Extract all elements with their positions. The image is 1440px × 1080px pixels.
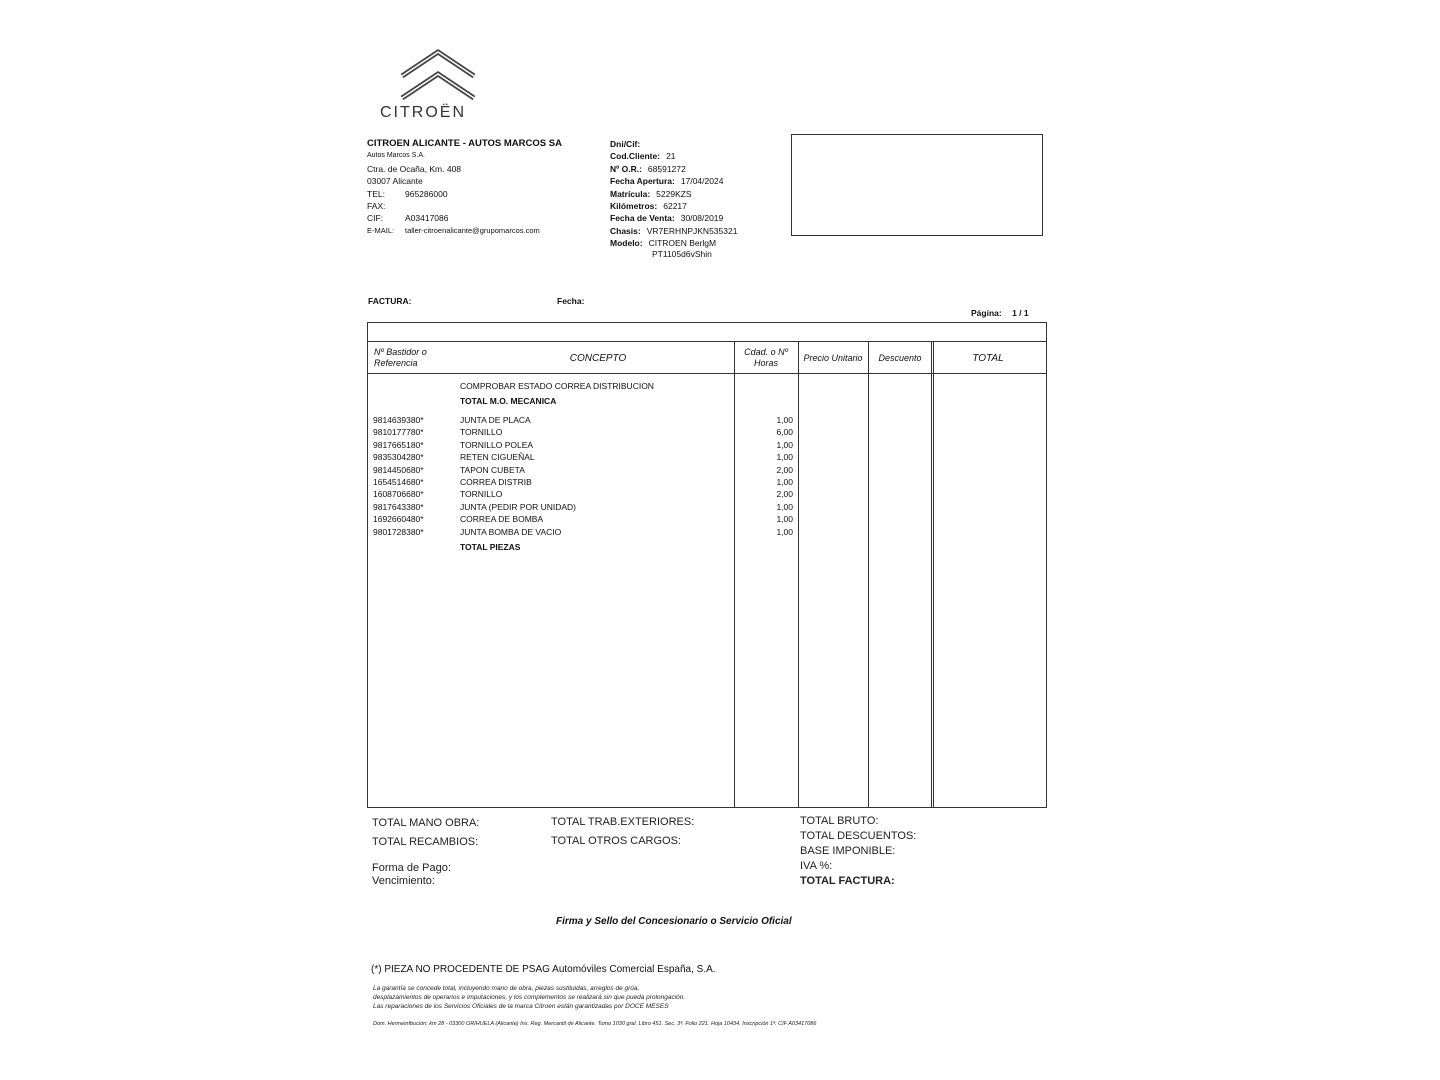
table-row-qty: 1,00 <box>776 514 793 525</box>
table-row-concepto: CORREA DE BOMBA <box>460 514 544 525</box>
email-label: E-MAIL: <box>367 225 395 235</box>
table-row-qty: 2,00 <box>776 489 793 500</box>
page-indicator <box>971 307 1029 319</box>
company-legal-name: Autos Marcos S.A. <box>367 152 425 160</box>
dni-label: Dni/Cif: <box>610 139 641 149</box>
citroen-chevrons-icon <box>398 46 478 104</box>
table-row-concepto: JUNTA (PEDIR POR UNIDAD) <box>460 501 577 512</box>
total-bruto: TOTAL BRUTO: <box>800 815 879 827</box>
table-row-concepto: TAPON CUBETA <box>460 464 525 475</box>
table-row-qty: 1,00 <box>776 415 793 425</box>
table-row-concepto: JUNTA BOMBA DE VACIO <box>460 526 562 537</box>
company-cif <box>367 212 597 224</box>
company-info <box>367 138 597 237</box>
matricula-value: 5229KZS <box>656 188 692 199</box>
email-value: taller-citroenalicante@grupomarcos.com <box>405 225 540 235</box>
table-row-ref: 9814450680* <box>373 464 424 475</box>
vencimiento: Vencimiento: <box>372 875 435 887</box>
or-label: Nº O.R.: <box>610 163 642 174</box>
tel-value: 965286000 <box>405 188 448 199</box>
header-concepto: CONCEPTO <box>569 353 627 364</box>
cliente-label: Cod.Cliente: <box>610 151 661 162</box>
table-row-ref: 9814639380* <box>373 415 424 425</box>
table-row-concepto: TORNILLO <box>460 489 503 500</box>
customer-address-box <box>791 134 1043 236</box>
column-divider <box>798 341 799 807</box>
table-row-concepto: CORREA DISTRIB <box>460 477 532 487</box>
registry-note: Dom. Hermeinfbución: km 28 - 03300 ORIHUELA (Alicante) Ins. Reg. Mercantil de Alicante. Tomo 1030 gral. Libro 451. Sec. 3ª. Folio 221. Hoja 10434. Inscripción 1ª. CIF A03417086 <box>373 1021 817 1027</box>
table-row-ref: 1654514680* <box>373 477 424 487</box>
table-row-ref: 9801728380* <box>373 526 424 537</box>
pagina-value: 1 / 1 <box>1012 308 1029 318</box>
forma-pago: Forma de Pago: <box>372 862 451 874</box>
company-city: 03007 Alicante <box>367 176 423 187</box>
venta-value: 30/08/2019 <box>680 213 724 224</box>
venta-label: Fecha de Venta: <box>610 213 675 224</box>
table-row-ref: 1692660480* <box>373 514 424 525</box>
fecha-label: Fecha: <box>557 296 585 306</box>
iva: IVA %: <box>800 860 833 872</box>
table-row-qty: 1,00 <box>776 452 793 463</box>
table-row-concepto: JUNTA DE PLACA <box>460 415 531 425</box>
table-row-ref: 9835304280* <box>373 452 424 463</box>
cif-label: CIF: <box>367 213 384 224</box>
labour-total: TOTAL M.O. MECANICA <box>460 396 557 406</box>
km-label: Kilómetros: <box>610 201 658 212</box>
table-row-qty: 1,00 <box>776 501 793 512</box>
pieza-note: (*) PIEZA NO PROCEDENTE DE PSAG Automóviles Comercial España, S.A. <box>371 964 716 975</box>
or-value: 68591272 <box>647 163 686 174</box>
table-row-ref: 9817643380* <box>373 501 424 512</box>
apertura-value: 17/04/2024 <box>680 176 724 187</box>
matricula-label: Matrícula: <box>610 188 651 199</box>
header-total: TOTAL <box>972 353 1004 364</box>
chasis-value: VR7ERHNPJKN535321 <box>646 225 738 236</box>
modelo-value-1: CITROEN BerlgM <box>648 238 717 249</box>
total-descuentos: TOTAL DESCUENTOS: <box>800 830 917 842</box>
table-row-qty: 1,00 <box>776 439 793 450</box>
parts-total: TOTAL PIEZAS <box>460 542 521 552</box>
cliente-value: 21 <box>666 151 676 162</box>
company-name: CITROEN ALICANTE - AUTOS MARCOS SA <box>367 138 562 149</box>
header-descuento: Descuento <box>878 353 922 363</box>
pagina-label: Página: <box>971 308 1002 318</box>
chasis-label: Chasis: <box>610 225 641 236</box>
column-divider <box>931 341 932 807</box>
warranty-fine-print-1: La garantía se concede total, incluyendo mano de obra, piezas sustituidas, arreglos de grúa, <box>373 985 640 992</box>
table-top-band <box>368 323 1046 342</box>
table-row-concepto: RETEN CIGUEÑAL <box>460 452 535 463</box>
table-row-concepto: TORNILLO POLEA <box>460 439 534 450</box>
column-divider <box>868 341 869 807</box>
tel-label: TEL: <box>367 188 385 199</box>
labour-line: COMPROBAR ESTADO CORREA DISTRIBUCION <box>460 381 654 391</box>
total-trab-ext: TOTAL TRAB.EXTERIORES: <box>551 816 695 828</box>
column-divider <box>734 341 735 807</box>
company-email <box>367 225 597 237</box>
total-mano-obra: TOTAL MANO OBRA: <box>372 817 480 829</box>
total-otros: TOTAL OTROS CARGOS: <box>551 835 681 847</box>
factura-label: FACTURA: <box>368 296 412 306</box>
base-imponible: BASE IMPONIBLE: <box>800 845 896 857</box>
header-qty: Cdad. o Nº Horas <box>744 347 788 368</box>
table-header-divider <box>368 373 1046 374</box>
km-value: 62217 <box>663 201 687 212</box>
modelo-value-2: PT1105d6vShin <box>652 248 712 259</box>
company-address: Ctra. de Ocaña, Km. 408 <box>367 163 462 174</box>
company-tel <box>367 188 597 200</box>
table-row-concepto: TORNILLO <box>460 427 503 438</box>
table-row-qty: 1,00 <box>776 526 793 537</box>
table-row-ref: 9810177780* <box>373 427 424 438</box>
column-divider <box>933 341 934 807</box>
table-row-ref: 1608706680* <box>373 489 424 500</box>
company-fax <box>367 200 597 212</box>
apertura-label: Fecha Apertura: <box>610 176 675 187</box>
header-precio: Precio Unitario <box>803 353 863 363</box>
table-row-qty: 1,00 <box>776 477 793 487</box>
signature-caption: Firma y Sello del Concesionario o Servicio Oficial <box>556 916 792 927</box>
table-row-ref: 9817665180* <box>373 439 424 450</box>
fax-label: FAX: <box>367 201 386 212</box>
warranty-fine-print-2: desplazamientos de operarios e imputaciones, y los complementos se realizará sin que pueda prolongación. <box>373 994 686 1001</box>
warranty-fine-print-3: Las reparaciones de los Servicios Oficiales de la marca Citroen están garantizadas por DOCE MESES <box>373 1003 669 1010</box>
header-ref: Nº Bastidor o Referencia <box>374 347 427 368</box>
table-row-qty: 2,00 <box>776 464 793 475</box>
modelo-label: Modelo: <box>610 238 643 249</box>
cif-value: A03417086 <box>405 213 449 224</box>
vehicle-info <box>610 138 790 259</box>
total-recambios: TOTAL RECAMBIOS: <box>372 836 479 848</box>
total-factura: TOTAL FACTURA: <box>800 875 895 887</box>
table-row-qty: 6,00 <box>776 427 793 438</box>
brand-name: CITROËN <box>380 104 466 121</box>
